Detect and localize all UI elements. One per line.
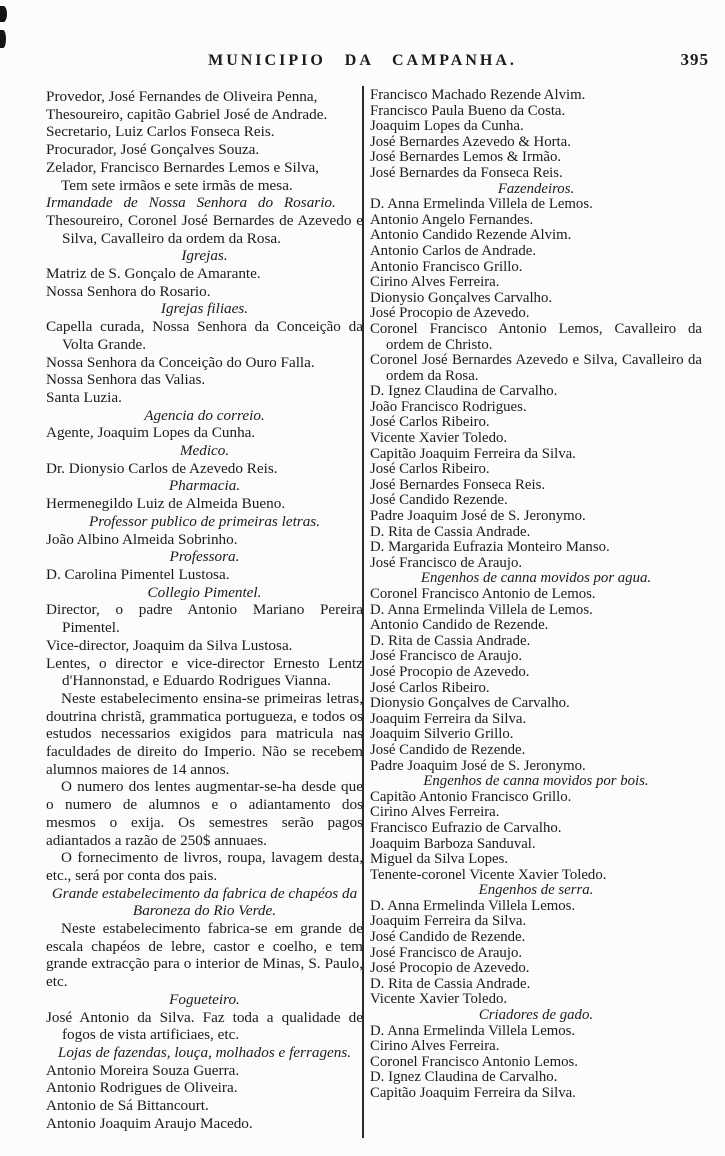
text-line: Capitão Joaquim Ferreira da Silva. bbox=[370, 1085, 576, 1101]
text-line: Agente, Joaquim Lopes da Cunha. bbox=[46, 424, 256, 442]
section-heading: Professora. bbox=[169, 548, 240, 566]
section-heading: Fazendeiros. bbox=[497, 180, 575, 197]
text-line: D. Ignez Claudina de Carvalho. bbox=[370, 383, 558, 400]
text-line: Coronel Francisco Antonio Lemos, Cavalleiro da ordem de Christo. bbox=[370, 320, 702, 353]
text-line: Tenente-coronel Vicente Xavier Toledo. bbox=[370, 866, 607, 883]
section-heading: Agencia do correio. bbox=[144, 406, 265, 424]
text-line: José Procopio de Azevedo. bbox=[370, 663, 530, 680]
section-heading: Fogueteiro. bbox=[169, 990, 240, 1008]
text-line: D. Anna Ermelinda Villela Lemos. bbox=[370, 1022, 576, 1039]
text-line: Neste estabelecimento fabrica-se em grande de escala chapéos de lebre, castor e coelho, e tem grande extracção para o interior de Minas, S. Paulo, etc. bbox=[46, 920, 363, 991]
text-line: O fornecimento de livros, roupa, lavagem desta, etc., será por conta dos pais. bbox=[46, 849, 363, 884]
text-line: D. Anna Ermelinda Villela de Lemos. bbox=[370, 601, 593, 618]
text-line: Francisco Paula Bueno da Costa. bbox=[370, 102, 566, 119]
text-line: Antonio Joaquim Araujo Macedo. bbox=[46, 1114, 253, 1132]
text-line: Padre Joaquim José de S. Jeronymo. bbox=[370, 508, 586, 525]
text-line: João Albino Almeida Sobrinho. bbox=[46, 530, 238, 548]
text-line: Tem sete irmãos e sete irmãs de mesa. bbox=[61, 176, 293, 194]
text-line: José Carlos Ribeiro. bbox=[370, 461, 490, 478]
text-line: Matriz de S. Gonçalo de Amarante. bbox=[46, 265, 261, 283]
text-line: Antonio Rodrigues de Oliveira. bbox=[46, 1079, 238, 1097]
text-line: José Francisco de Araujo. bbox=[370, 944, 523, 961]
text-line: Capella curada, Nossa Senhora da Conceição da Volta Grande. bbox=[46, 318, 363, 353]
text-line: D. Carolina Pimentel Lustosa. bbox=[46, 565, 230, 583]
text-line: Miguel da Silva Lopes. bbox=[370, 851, 509, 868]
text-line: Cirino Alves Ferreira. bbox=[370, 804, 500, 821]
text-line: Zelador, Francisco Bernardes Lemos e Silva, bbox=[46, 158, 320, 176]
text-line: Nossa Senhora das Valias. bbox=[46, 371, 206, 389]
section-heading: Engenhos de canna movidos por agua. bbox=[420, 570, 652, 587]
section-heading: Engenhos de serra. bbox=[478, 882, 594, 899]
text-line: José Bernardes Azevedo & Horta. bbox=[370, 133, 571, 150]
text-line: Director, o padre Antonio Mariano Pereira Pimentel. bbox=[46, 601, 363, 637]
text-line: Joaquim Lopes da Cunha. bbox=[370, 118, 524, 135]
text-line: Dionysio Gonçalves Carvalho. bbox=[370, 289, 553, 306]
text-line: Coronel José Bernardes Azevedo e Silva, Cavalleiro da ordem da Rosa. bbox=[370, 352, 702, 384]
left-column bbox=[46, 88, 363, 1132]
text-line: D. Margarida Eufrazia Monteiro Manso. bbox=[370, 539, 610, 556]
text-line: Francisco Eufrazio de Carvalho. bbox=[370, 819, 562, 836]
text-line: Nossa Senhora do Rosario. bbox=[46, 282, 211, 300]
right-column bbox=[370, 88, 702, 1102]
text-line: D. Ignez Claudina de Carvalho. bbox=[370, 1069, 558, 1086]
section-heading: Irmandade de Nossa Senhora do Rosario. bbox=[46, 194, 336, 212]
scan-artifact bbox=[0, 30, 6, 48]
page-title: MUNICIPIO DA CAMPANHA. bbox=[208, 52, 517, 69]
text-line: Cirino Alves Ferreira. bbox=[370, 274, 500, 291]
text-line: Hermenegildo Luiz de Almeida Bueno. bbox=[46, 495, 286, 513]
text-line: João Francisco Rodrigues. bbox=[370, 398, 527, 415]
text-line: Provedor, José Fernandes de Oliveira Penna, bbox=[46, 88, 318, 105]
text-line: Vice-director, Joaquim da Silva Lustosa. bbox=[46, 636, 293, 654]
text-line: Secretario, Luiz Carlos Fonseca Reis. bbox=[46, 123, 275, 141]
text-line: José Procopio de Azevedo. bbox=[370, 305, 530, 322]
text-line: Antonio Moreira Souza Guerra. bbox=[46, 1061, 240, 1079]
text-line: Antonio Angelo Fernandes. bbox=[370, 211, 534, 228]
text-line: Coronel Francisco Antonio de Lemos. bbox=[370, 586, 596, 602]
text-line: D. Rita de Cassia Andrade. bbox=[370, 632, 531, 649]
text-line: Capitão Joaquim Ferreira da Silva. bbox=[370, 445, 576, 462]
text-line: José Carlos Ribeiro. bbox=[370, 679, 490, 696]
text-line: José Bernardes Fonseca Reis. bbox=[370, 476, 546, 493]
text-line: D. Rita de Cassia Andrade. bbox=[370, 523, 531, 540]
text-line: Procurador, José Gonçalves Souza. bbox=[46, 141, 260, 159]
section-heading: Igrejas filiaes. bbox=[160, 300, 249, 318]
text-line: Capitão Antonio Francisco Grillo. bbox=[370, 788, 572, 805]
text-line: Joaquim Ferreira da Silva. bbox=[370, 913, 527, 930]
section-heading: Professor publico de primeiras letras. bbox=[88, 512, 321, 530]
text-line: Antonio Carlos de Andrade. bbox=[370, 242, 537, 259]
text-line: Joaquim Silverio Grillo. bbox=[370, 726, 514, 743]
text-line: José Francisco de Araujo. bbox=[370, 648, 523, 665]
text-line: José Candido Rezende. bbox=[370, 492, 508, 509]
section-heading: Pharmacia. bbox=[168, 477, 241, 495]
section-heading: Collegio Pimentel. bbox=[147, 583, 262, 601]
text-line: Thesoureiro, Coronel José Bernardes de Azevedo e Silva, Cavalleiro da ordem da Rosa. bbox=[46, 211, 363, 247]
text-line: Dr. Dionysio Carlos de Azevedo Reis. bbox=[46, 459, 278, 477]
text-line: José Procopio de Azevedo. bbox=[370, 960, 530, 977]
text-line: José Candido de Rezende. bbox=[370, 929, 526, 946]
text-line: Joaquim Ferreira da Silva. bbox=[370, 710, 527, 727]
text-line: José Candido de Rezende. bbox=[370, 741, 526, 758]
text-line: Padre Joaquim José de S. Jeronymo. bbox=[370, 757, 586, 774]
text-line: Antonio Francisco Grillo. bbox=[370, 258, 523, 275]
text-line: Santa Luzia. bbox=[46, 388, 122, 406]
text-line: O numero dos lentes augmentar-se-ha desde que o numero de alumnos e o adiantamento dos mesmos o exija. Os semestres serão pagos adiantados a razão de 250$ annuaes. bbox=[46, 778, 363, 849]
text-line: Joaquim Barboza Sanduval. bbox=[370, 835, 536, 852]
text-line: Cirino Alves Ferreira. bbox=[370, 1038, 500, 1055]
section-heading: Engenhos de canna movidos por bois. bbox=[423, 773, 649, 790]
text-line: José Francisco de Araujo. bbox=[370, 554, 523, 571]
text-line: Vicente Xavier Toledo. bbox=[370, 430, 508, 447]
text-line: Antonio de Sá Bittancourt. bbox=[46, 1097, 209, 1115]
text-line: Nossa Senhora da Conceição do Ouro Falla. bbox=[46, 353, 315, 371]
text-line: Coronel Francisco Antonio Lemos. bbox=[370, 1053, 578, 1070]
section-heading: Grande estabelecimento da fabrica de chapéos da Baroneza do Rio Verde. bbox=[51, 884, 358, 920]
text-line: Thesoureiro, capitão Gabriel José de Andrade. bbox=[46, 105, 328, 123]
section-heading: Igrejas. bbox=[181, 247, 228, 265]
text-line: José Bernardes da Fonseca Reis. bbox=[370, 164, 563, 181]
text-line: Francisco Machado Rezende Alvim. bbox=[370, 87, 586, 103]
text-line: D. Rita de Cassia Andrade. bbox=[370, 975, 531, 992]
text-line: José Antonio da Silva. Faz toda a qualidade de fogos de vista artificiaes, etc. bbox=[46, 1008, 363, 1044]
page-number: 395 bbox=[680, 50, 709, 69]
text-line: Vicente Xavier Toledo. bbox=[370, 991, 508, 1008]
text-line: D. Anna Ermelinda Villela Lemos. bbox=[370, 897, 576, 914]
section-heading: Medico. bbox=[179, 442, 230, 460]
text-line: Neste estabelecimento ensina-se primeiras letras, doutrina christã, grammatica portugueza, e todos os estudos necessarios exigidos para matricula nas faculdades de direito do Imperio. Não se recebem alumnos maiores de 14 annos. bbox=[46, 689, 363, 778]
text-line: José Bernardes Lemos & Irmão. bbox=[370, 149, 562, 166]
section-heading: Criadores de gado. bbox=[478, 1007, 594, 1024]
text-line: Antonio Candido de Rezende. bbox=[370, 617, 549, 634]
text-line: José Carlos Ribeiro. bbox=[370, 414, 490, 431]
text-line: Lentes, o director e vice-director Ernesto Lentz d'Hannonstad, e Eduardo Rodrigues Vianna. bbox=[46, 654, 363, 690]
scan-artifact bbox=[0, 6, 7, 22]
text-line: D. Anna Ermelinda Villela de Lemos. bbox=[370, 196, 593, 213]
section-heading: Lojas de fazendas, louça, molhados e ferragens. bbox=[57, 1043, 352, 1061]
text-line: Antonio Candido Rezende Alvim. bbox=[370, 227, 572, 244]
text-line: Dionysio Gonçalves de Carvalho. bbox=[370, 695, 570, 712]
